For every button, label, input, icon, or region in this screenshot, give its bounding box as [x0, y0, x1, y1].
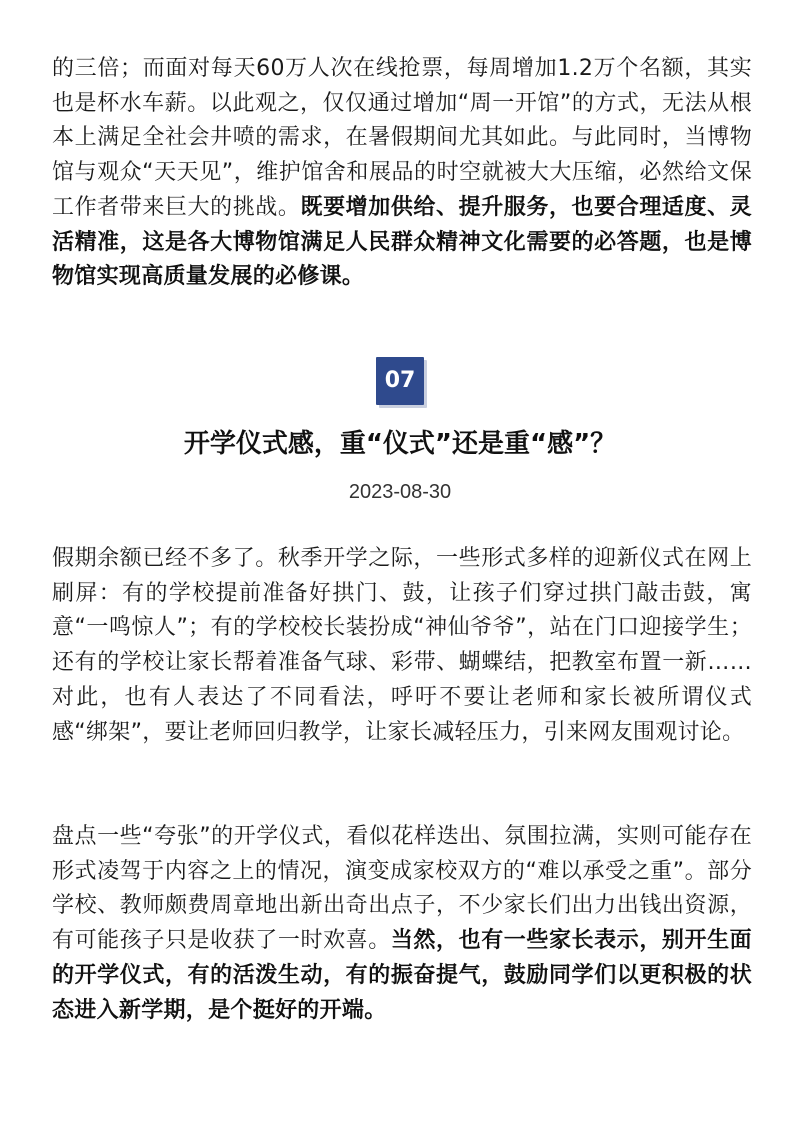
intro-text: 的三倍；而面对每天60万人次在线抢票，每周增加1.2万个名额，其实也是杯水车薪。以此观之，仅仅通过增加“周一开馆”的方式，无法从根本上满足全社会井喷的需求，在暑假期间尤其如此。与此同时，当博物馆与观众“天天见”，维护馆舍和展品的时空就被大大压缩，必然给文保工作者带来巨大的挑战。: [52, 56, 752, 220]
intro-paragraph: [52, 52, 752, 295]
body-paragraph-2: [52, 820, 752, 1028]
section-number-badge: 07: [376, 357, 424, 405]
intro-bold-text: 既要增加供给、提升服务，也要合理适度、灵活精准，这是各大博物馆满足人民群众精神文化需要的必答题，也是博物馆实现高质量发展的必修课。: [52, 194, 752, 290]
body-paragraph-2-text: 盘点一些“夸张”的开学仪式，看似花样迭出、氛围拉满，实则可能存在形式凌驾于内容之上的情况，演变成家校双方的“难以承受之重”。部分学校、教师颇费周章地出新出奇出点子，不少家长们出力出钱出资源，有可能孩子只是收获了一时欢喜。: [52, 824, 752, 954]
section-date: 2023-08-30: [348, 481, 452, 503]
body-paragraph-2-bold-text: 当然，也有一些家长表示，别开生面的开学仪式，有的活泼生动，有的振奋提气，鼓励同学们以更积极的状态进入新学期，是个挺好的开端。: [52, 928, 752, 1023]
section-title: 开学仪式感，重“仪式”还是重“感”？: [183, 429, 617, 459]
body-paragraph-1: 假期余额已经不多了。秋季开学之际，一些形式多样的迎新仪式在网上刷屏：有的学校提前准备好拱门、鼓，让孩子们穿过拱门敲击鼓，寓意“一鸣惊人”；有的学校校长装扮成“神仙爷爷”，站在门口迎接学生；还有的学校让家长帮着准备气球、彩带、蝴蝶结，把教室布置一新……对此，也有人表达了不同看法，呼吁不要让老师和家长被所谓仪式感“绑架”，要让老师回归教学，让家长减轻压力，引来网友围观讨论。: [52, 546, 752, 745]
